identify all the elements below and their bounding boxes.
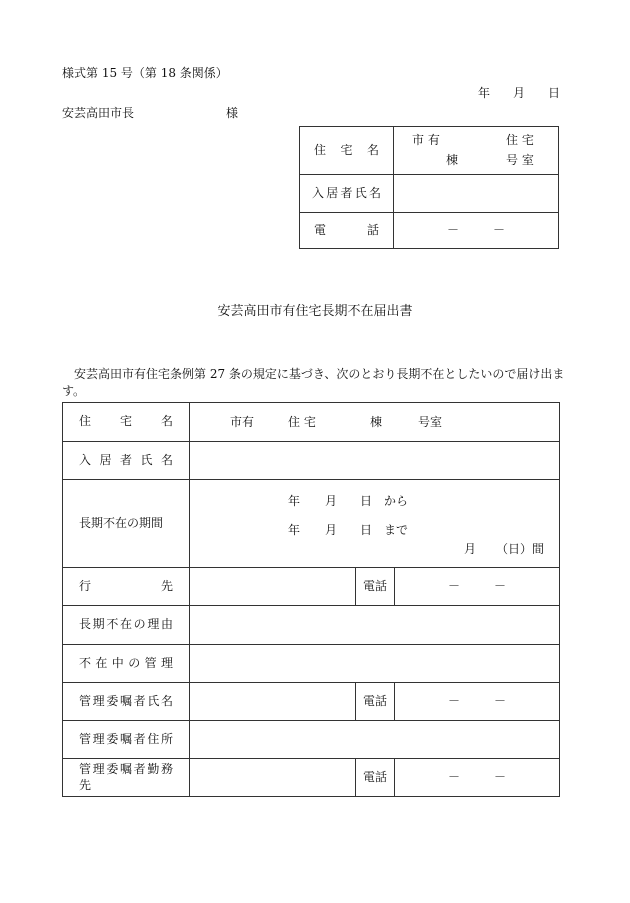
trustee-work-field[interactable]	[190, 759, 356, 797]
trustee-address-label: 管理委嘱者住所	[63, 721, 190, 759]
management-label: 不 在 中 の 管 理	[63, 645, 190, 683]
applicant-phone-label: 電 話	[300, 213, 394, 249]
period-until-year: 年	[288, 523, 301, 537]
absence-form	[62, 402, 560, 797]
trustee-name-label: 管理委嘱者氏名	[63, 683, 190, 721]
trustee-phone-label: 電話	[356, 683, 395, 721]
date-month: 月	[513, 86, 526, 100]
housing-room: 号室	[418, 415, 443, 429]
trustee-phone-field[interactable]	[395, 683, 560, 721]
destination-phone-dash-1: －	[448, 578, 461, 593]
document-title: 安芸高田市有住宅長期不在届出書	[217, 304, 413, 319]
trustee-name-field[interactable]	[190, 683, 356, 721]
trustee-work-phone-field[interactable]	[395, 759, 560, 797]
intro-line-1: 安芸高田市有住宅条例第 27 条の規定に基づき、次のとおり長期不在としたいので届け出ま	[74, 367, 565, 381]
applicant-resident-label: 入居者氏名	[300, 175, 394, 213]
applicant-box	[299, 126, 559, 249]
housing-label: 住 宅 名	[63, 403, 190, 442]
date-day: 日	[548, 86, 561, 100]
period-total-month: 月	[464, 542, 477, 556]
date-year: 年	[478, 86, 491, 100]
applicant-housing: 住 宅	[506, 133, 534, 147]
applicant-phone-dash-1: －	[447, 222, 460, 237]
period-field[interactable]	[190, 480, 560, 568]
intro-line-2: す。	[62, 384, 86, 398]
housing-building: 棟	[370, 415, 383, 429]
applicant-phone-dash-2: －	[493, 222, 506, 237]
applicant-phone-field[interactable]	[394, 213, 559, 249]
management-field[interactable]	[190, 645, 560, 683]
trustee-phone-dash-2: －	[494, 693, 507, 708]
period-from-day: 日	[360, 494, 373, 508]
resident-field[interactable]	[190, 442, 560, 480]
period-from-month: 月	[325, 494, 338, 508]
period-total-day: （日）間	[496, 542, 545, 556]
housing-city-owned: 市有	[230, 415, 255, 429]
applicant-housing-field[interactable]	[394, 127, 559, 175]
reason-label: 長期不在の理由	[63, 606, 190, 645]
period-until: まで	[384, 523, 409, 537]
reason-field[interactable]	[190, 606, 560, 645]
period-from: から	[384, 494, 409, 508]
trustee-work-phone-dash-1: －	[448, 769, 461, 784]
destination-phone-field[interactable]	[395, 568, 560, 606]
period-until-month: 月	[325, 523, 338, 537]
form-number: 様式第 15 号（第 18 条関係）	[62, 66, 228, 80]
trustee-work-label: 管理委嘱者勤務先	[63, 759, 190, 797]
trustee-work-phone-label: 電話	[356, 759, 395, 797]
period-until-day: 日	[360, 523, 373, 537]
applicant-resident-field[interactable]	[394, 175, 559, 213]
applicant-room: 号 室	[506, 153, 534, 167]
applicant-housing-label: 住 宅 名	[300, 127, 394, 175]
trustee-address-field[interactable]	[190, 721, 560, 759]
honorific: 様	[226, 106, 239, 120]
applicant-building: 棟	[446, 153, 459, 167]
housing-housing: 住 宅	[288, 415, 316, 429]
trustee-work-phone-dash-2: －	[494, 769, 507, 784]
destination-phone-label: 電話	[356, 568, 395, 606]
period-from-year: 年	[288, 494, 301, 508]
applicant-city-owned: 市 有	[412, 133, 440, 147]
destination-label: 行 先	[63, 568, 190, 606]
period-label: 長期不在の期間	[63, 480, 190, 568]
destination-field[interactable]	[190, 568, 356, 606]
destination-phone-dash-2: －	[494, 578, 507, 593]
trustee-phone-dash-1: －	[448, 693, 461, 708]
addressee: 安芸高田市長	[62, 106, 135, 120]
resident-label: 入 居 者 氏 名	[63, 442, 190, 480]
housing-field[interactable]	[190, 403, 560, 442]
